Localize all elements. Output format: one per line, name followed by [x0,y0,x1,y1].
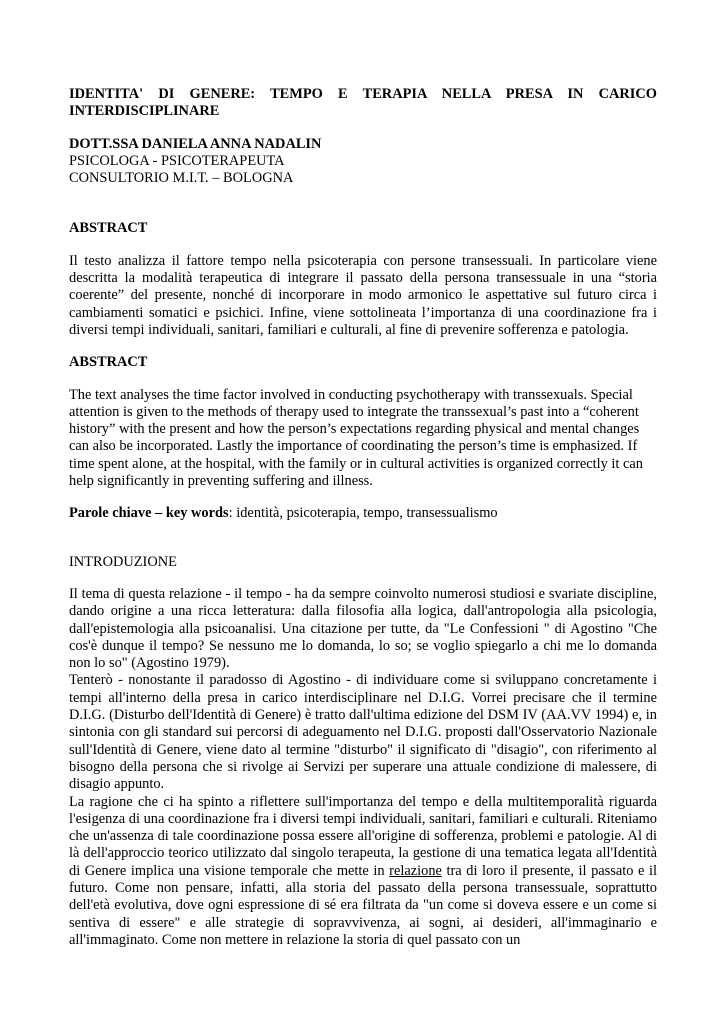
abstract-italian-heading: ABSTRACT [69,220,148,237]
introduction-heading: INTRODUZIONE [69,553,177,570]
introduction-paragraph-3-end: tra di loro il presente, il passato e il futuro. Come non pensare, infatti, alla storia del passato della persona transessuale, soprattutto dell'età evolutiva, dove ogni espressione di sé era filtrata da "un come si doveva essere e un come si sentiva di essere" e alle strategie di sopravvivenza, ai sogni, ai desideri, all'immaginario e all'immaginato. Come non mettere in relazione la storia di quel passato con un [69,862,657,948]
document-title-line-1: IDENTITA' DI GENERE: TEMPO E TERAPIA NELLA PRESA IN CARICO [69,86,657,102]
introduction-paragraph-1: Il tema di questa relazione - il tempo - ha da sempre coinvolto numerosi studiosi e svariate discipline, dando origine a una ricca letteratura: dalla filosofia alla logica, dall'antropologia alla psicologia, dall'epistemologia alla psicoanalisi. Una citazione per tutte, da "Le Confessioni " di Agostino "Che cos'è dunque il tempo? Se nessuno me lo domanda, lo so; se voglio spiegarlo a chi me lo domanda non lo so" (Agostino 1979). [69,585,657,672]
introduction-paragraph-2: Tenterò - nonostante il paradosso di Agostino - di individuare come si sviluppano concretamente i tempi all'interno della presa in carico interdisciplinare nel D.I.G. Vorrei precisare che il termine D.I.G. (Disturbo dell'Identità di Genere) è tratto dall'ultima edizione del DSM IV (AA.VV 1994) e, in sintonia con gli standard sui percorsi di adeguamento nel D.I.G. proposti dall'Osservatorio Nazionale sull'Identità di Genere, viene dato al termine "disturbo" il significato di "disagio", con riferimento al bisogno della persona che si rivolge ai Servizi per superare una attuale condizione di malessere, di disagio appunto. [69,672,657,793]
abstract-italian-text: Il testo analizza il fattore tempo nella psicoterapia con persone transessuali. In particolare viene descritta la modalità terapeutica di integrare il passato della persona transessuale in una “storia coerente” del presente, nonché di incorporare in modo armonico le aspettative sul futuro circa i cambiamenti somatici e psichici. Infine, viene sottolineata l’importanza di una coordinazione fra i diversi tempi individuali, sanitari, familiari e culturali, al fine di prevenire sofferenza e patologia. [69,252,657,338]
keywords-values: identità, psicoterapia, tempo, transessualismo [236,505,498,522]
author-name: DOTT.SSA DANIELA ANNA NADALIN [69,135,322,152]
keywords-line [69,505,657,522]
author-block [69,136,657,188]
document-title [69,86,657,121]
author-affiliation: CONSULTORIO M.I.T. – BOLOGNA [69,170,294,187]
keywords-label: Parole chiave – key words [69,505,229,522]
author-role: PSICOLOGA - PSICOTERAPEUTA [69,152,285,169]
relazione-underlined-word: relazione [389,862,442,879]
document-title-line-2: INTERDISCIPLINARE [69,103,220,120]
abstract-english-text: The text analyses the time factor involved in conducting psychotherapy with transsexuals. Special attention is given to the methods of therapy used to integrate the transsexual’s past into a “coherent history” with the present and how the person’s expectations regarding physical and mental changes can also be incorporated. Lastly the importance of coordinating the person’s time is emphasized. If time spent alone, at the hospital, with the family or in cultural activities is organized correctly it can help significantly in preventing suffering and illness. [69,386,643,490]
introduction-paragraph-3 [69,794,657,950]
introduction-paragraph-3-start: La ragione che ci ha spinto a riflettere sull'importanza del tempo e della multitemporalità riguarda l'esigenza di una coordinazione fra i diversi tempi individuali, sanitari, familiari e culturali. Riteniamo che un'assenza di tale coordinazione possa essere all'origine di sofferenza, problemi e patologie. Al di là dell'approccio teorico utilizzato dal singolo terapeuta, la gestione di una tematica legata all'Identità di Genere implica una visione temporale che mette in [69,793,657,879]
keywords-separator: : [228,505,237,522]
abstract-english-heading: ABSTRACT [69,354,148,371]
